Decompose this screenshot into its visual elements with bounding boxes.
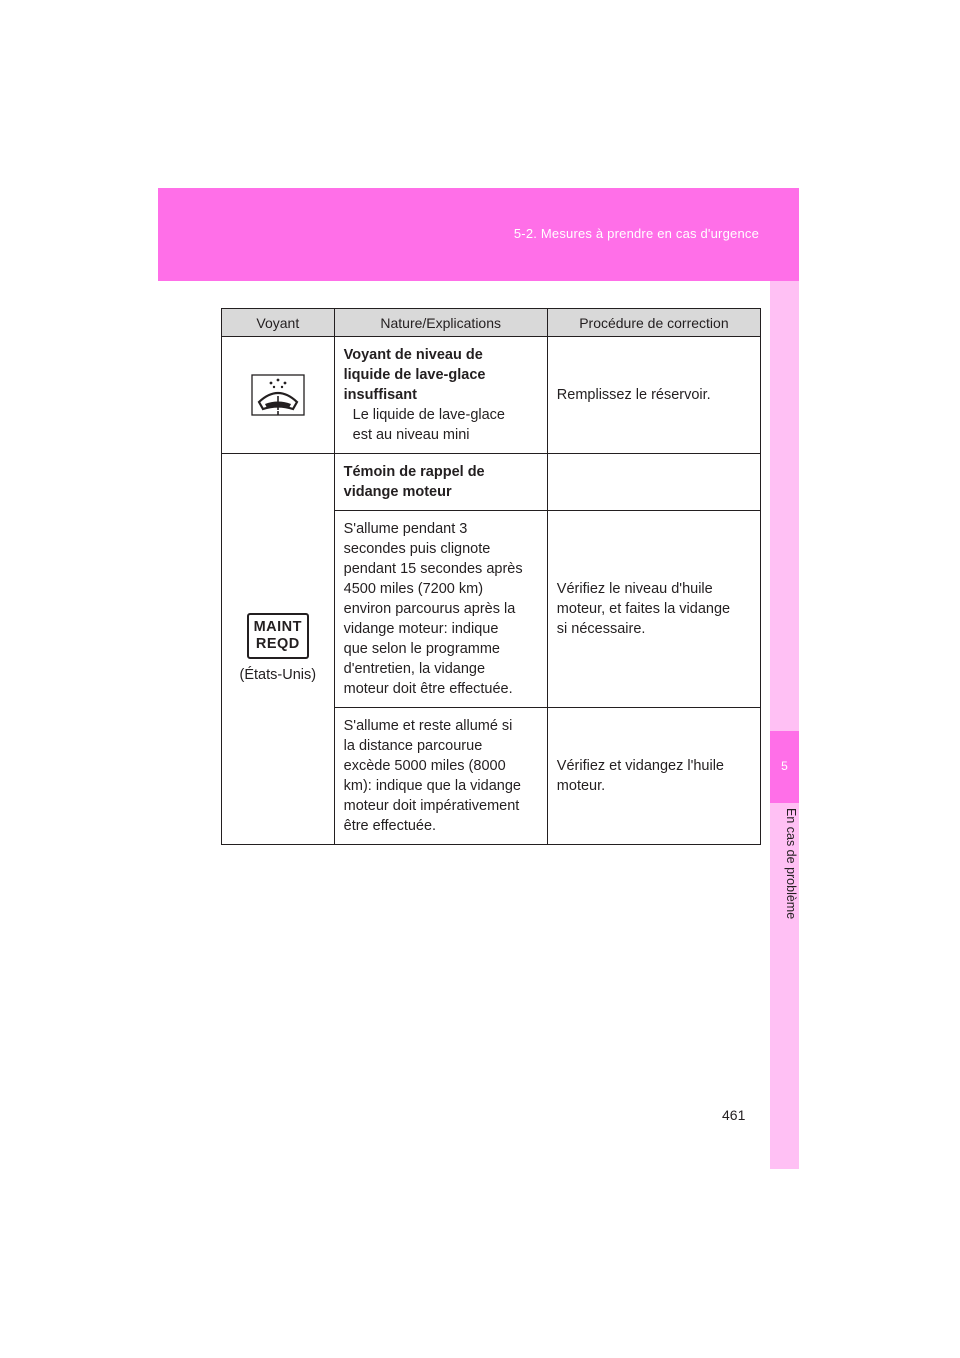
light-detail: Le liquide de lave-glace est au niveau mini: [352, 407, 505, 443]
header-nature: Nature/Explications: [334, 309, 547, 337]
table-row: [222, 454, 761, 511]
icon-cell: [222, 337, 335, 454]
washer-fluid-icon: [251, 374, 305, 416]
page-number: 461: [722, 1107, 746, 1123]
table-header-row: [222, 309, 761, 337]
header-band: [158, 188, 799, 281]
header-voyant: Voyant: [222, 309, 335, 337]
region-label: (États-Unis): [239, 667, 317, 683]
warning-lights-table: [221, 308, 761, 845]
procedure-cell: Vérifiez et vidangez l'huile moteur.: [547, 708, 760, 845]
procedure-cell: Vérifiez le niveau d'huile moteur, et faites la vidange si nécessaire.: [547, 511, 760, 708]
light-title: Témoin de rappel de vidange moteur: [334, 454, 547, 511]
chapter-label: En cas de problème: [784, 808, 798, 920]
empty-cell: [547, 454, 760, 511]
nature-cell: S'allume et reste allumé si la distance parcourue excède 5000 miles (8000 km): indique que la vidange moteur doit impérativement être effectuée.: [334, 708, 547, 845]
procedure-cell: Remplissez le réservoir.: [547, 337, 760, 454]
side-strip: [770, 281, 799, 1169]
icon-cell: [222, 454, 335, 845]
light-title: Voyant de niveau de liquide de lave-glace insuffisant: [343, 347, 486, 403]
chapter-number: 5: [781, 759, 788, 773]
table-row: [222, 337, 761, 454]
nature-cell: [334, 337, 547, 454]
maint-reqd-icon: MAINT REQD: [247, 613, 309, 659]
nature-cell: S'allume pendant 3 secondes puis clignote pendant 15 secondes après 4500 miles (7200 km) environ parcourus après la vidange moteur: indique que selon le programme d'entretien, la vidange moteur doit être effectuée.: [334, 511, 547, 708]
header-procedure: Procédure de correction: [547, 309, 760, 337]
chapter-tab: [770, 731, 799, 803]
section-title: 5-2. Mesures à prendre en cas d'urgence: [513, 226, 759, 241]
